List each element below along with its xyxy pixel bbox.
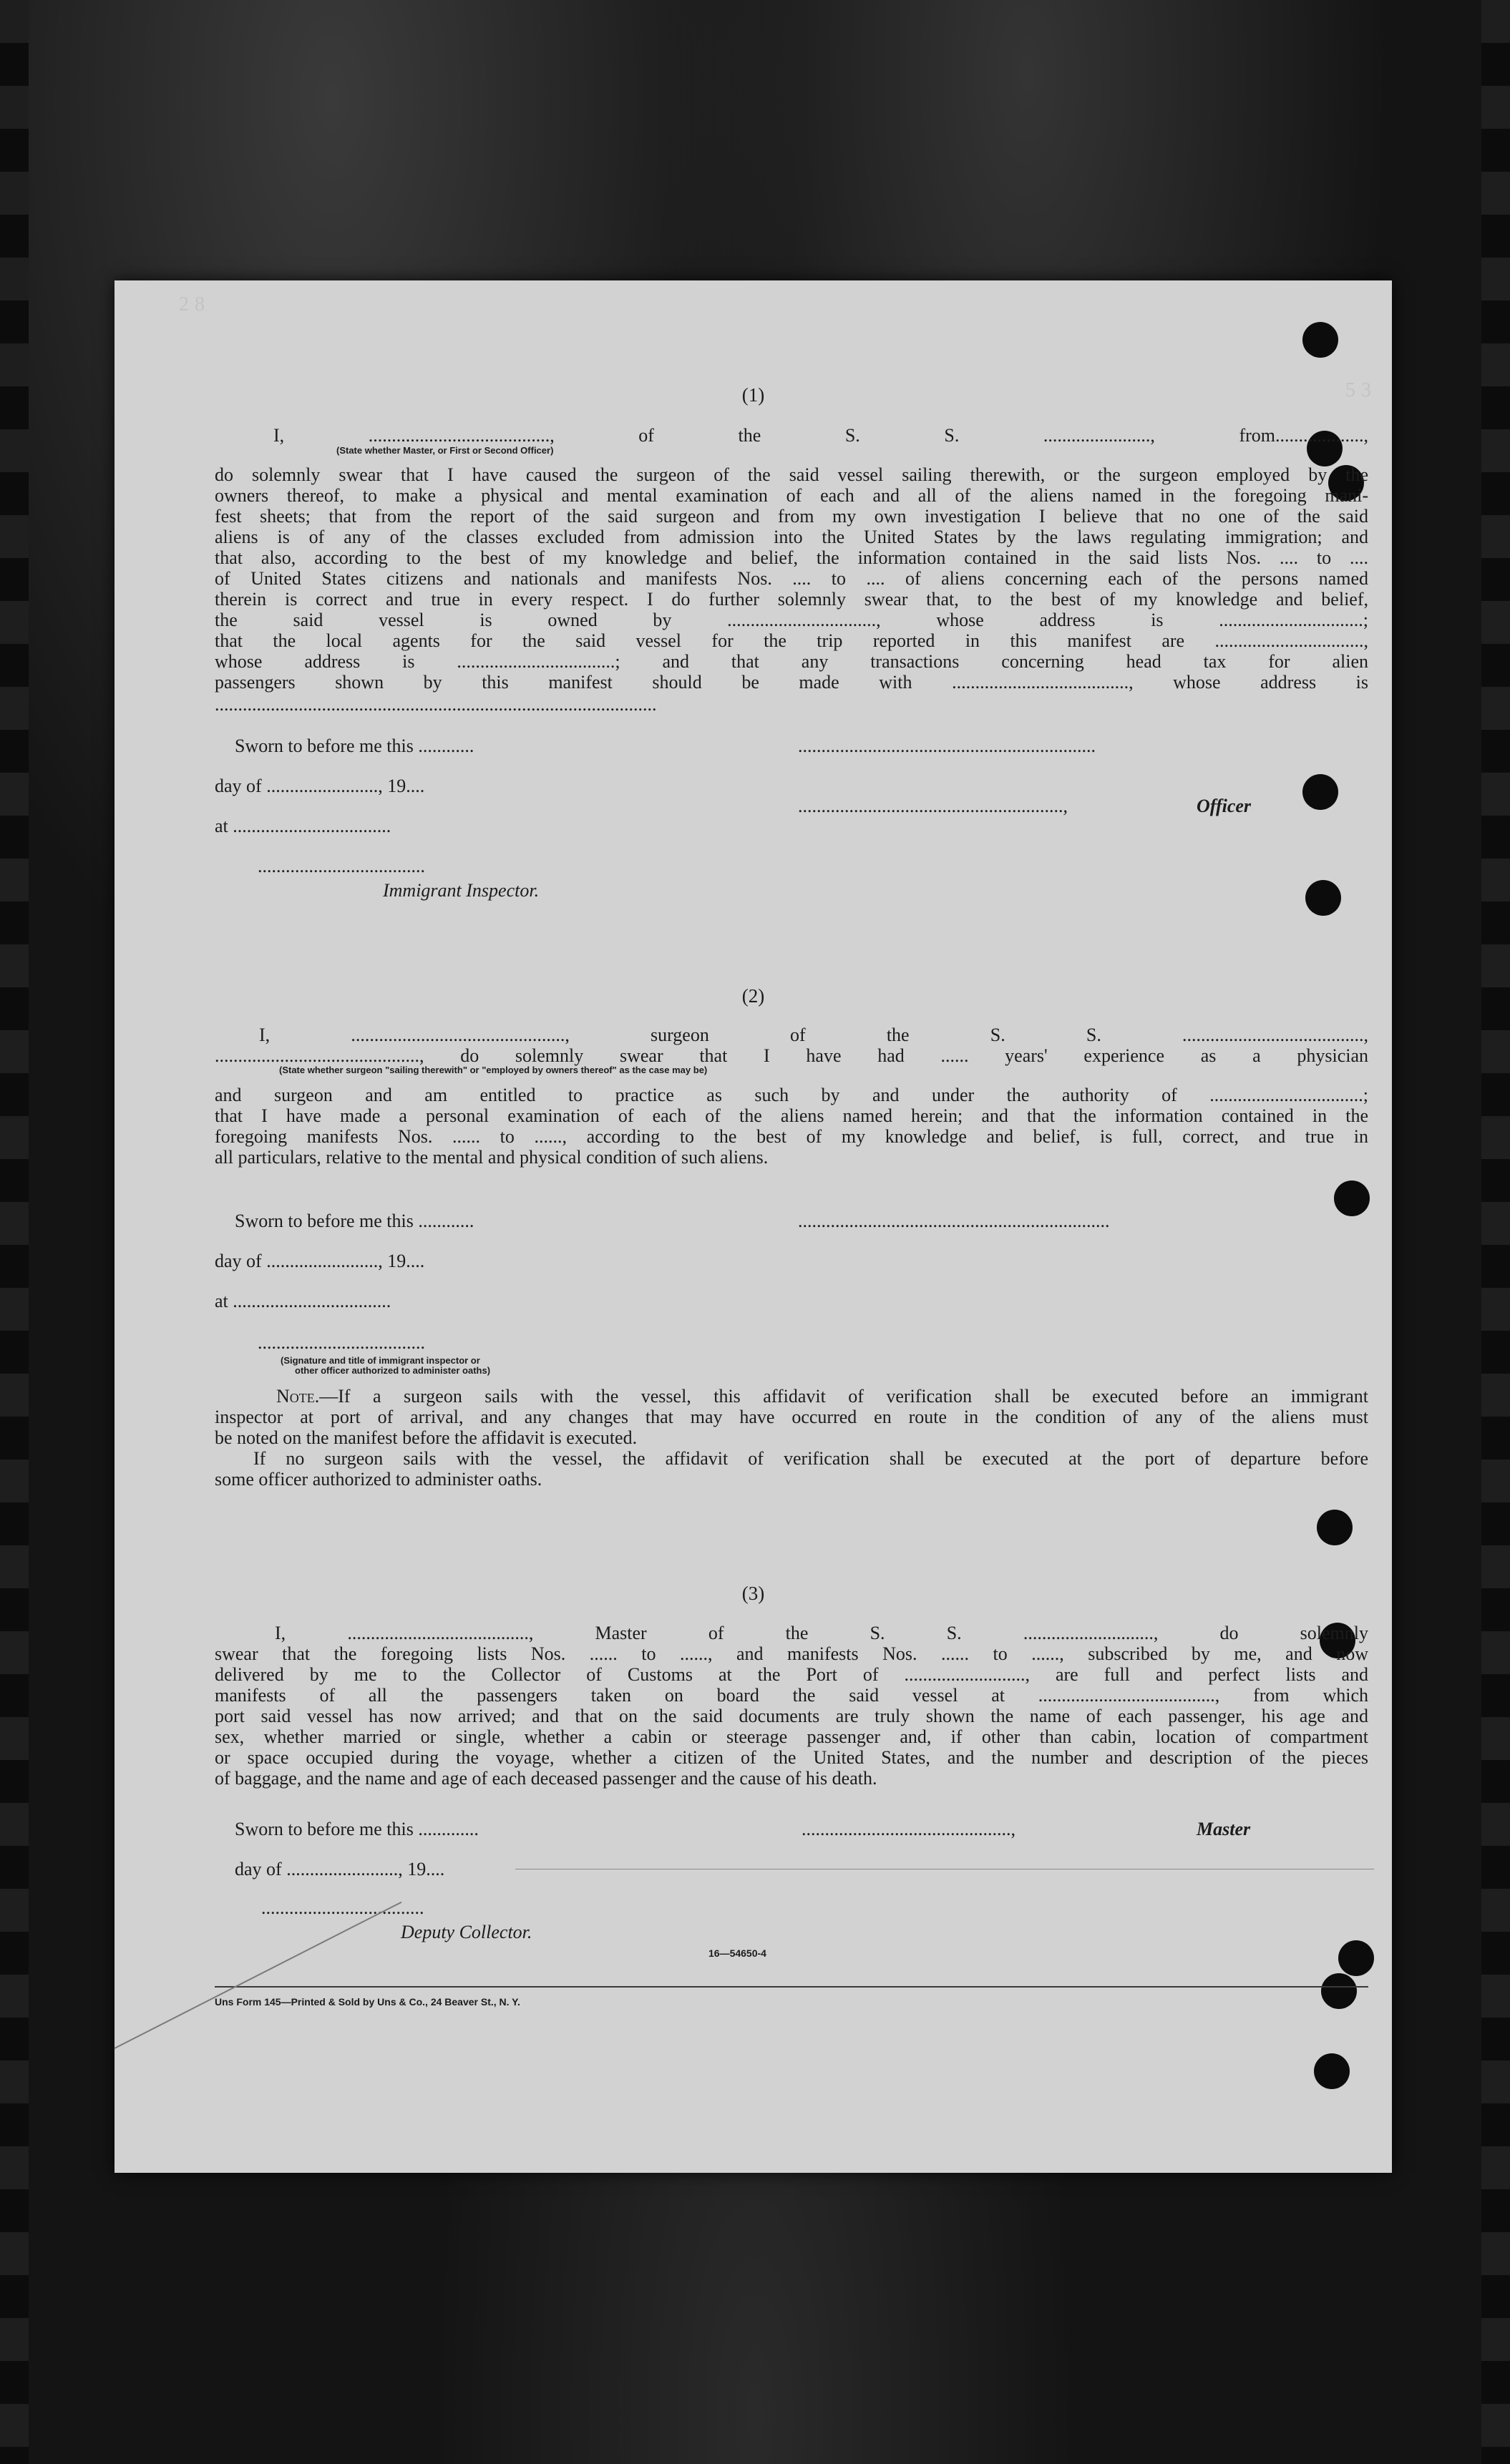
- section-3-sworn-line: Sworn to before me this .............: [235, 1819, 479, 1839]
- section-2-number: (2): [741, 985, 765, 1007]
- section-2-note-line: If no surgeon sails with the vessel, the affidavit of verification shall be executed at the port of departure before: [253, 1448, 1368, 1469]
- section-1-line: therein is correct and true in every respect. I do further solemnly swear that, to the best of my knowledge and belief,: [215, 589, 1368, 610]
- section-1-dotted-line: ...............................................................................................: [215, 694, 657, 715]
- section-2-at-line: at ..................................: [215, 1291, 391, 1311]
- section-2-note-line: inspector at port of arrival, and any changes that may have occurred en route in the condition of any of the aliens must: [215, 1407, 1368, 1427]
- section-2-note-line: [215, 1386, 1368, 1407]
- punch-hole: [1334, 1180, 1370, 1216]
- section-2-signature-caption: other officer authorized to administer oaths): [295, 1365, 491, 1376]
- section-1-line: whose address is ..................................; and that any transactions concerning head tax for alien: [215, 651, 1368, 672]
- section-2-note-line: some officer authorized to administer oaths.: [215, 1469, 542, 1490]
- section-3-number: (3): [741, 1583, 765, 1604]
- punch-hole: [1338, 1940, 1374, 1976]
- section-1-line: do solemnly swear that I have caused the surgeon of the said vessel sailing therewith, or the surgeon employed by the: [215, 464, 1368, 485]
- section-1-at-line: at ..................................: [215, 816, 391, 836]
- section-1-officer-title: Officer: [1197, 796, 1252, 816]
- section-3-master-signature: .............................................,: [802, 1819, 1015, 1839]
- printer-imprint: Uns Form 145—Printed & Sold by Uns & Co., 24 Beaver St., N. Y.: [215, 1996, 520, 2008]
- section-1-number: (1): [741, 384, 765, 406]
- manifest-affidavit-page: [115, 280, 1392, 2173]
- section-3-collector-title: Deputy Collector.: [401, 1922, 532, 1942]
- section-3-line: of baggage, and the name and age of each deceased passenger and the cause of his death.: [215, 1768, 877, 1789]
- section-3-master-title: Master: [1197, 1819, 1251, 1839]
- section-2-experience-line: ............................................, do solemnly swear that I have had ...... years' experience as a physician: [215, 1045, 1368, 1066]
- section-2-inspector-signature: ....................................: [258, 1332, 425, 1353]
- section-1-line: that the local agents for the said vessel for the trip reported in this manifest are ................................,: [215, 630, 1368, 651]
- section-3-collector-signature: ...................................: [261, 1897, 424, 1918]
- section-2-sworn-line: Sworn to before me this ............: [235, 1211, 474, 1231]
- note-text: —If a surgeon sails with the vessel, this affidavit of verification shall be executed before an immigrant: [319, 1386, 1368, 1407]
- section-2-day-line: day of ........................, 19....: [215, 1251, 425, 1271]
- section-2-note-line: be noted on the manifest before the affidavit is executed.: [215, 1427, 638, 1448]
- section-1-officer-signature: ................................................................: [798, 735, 1096, 756]
- corner-mark-2: 53: [1345, 379, 1377, 401]
- section-3-line: manifests of all the passengers taken on board the said vessel at ......................................, from which: [215, 1685, 1368, 1706]
- note-label: Note.: [276, 1386, 320, 1407]
- section-1-line: the said vessel is owned by ................................, whose address is ...............................;: [215, 610, 1368, 630]
- film-edge-left: [0, 0, 29, 2464]
- section-1-rank-note: (State whether Master, or First or Second Officer): [336, 445, 554, 456]
- section-2-line: foregoing manifests Nos. ...... to ......, according to the best of my knowledge and belief, is full, correct, and true in: [215, 1126, 1368, 1147]
- section-3-line: sex, whether married or single, whether a cabin or steerage passenger and, if other than cabin, location of compartment: [215, 1726, 1368, 1747]
- section-1-inspector-title: Immigrant Inspector.: [383, 880, 540, 901]
- section-3-line: delivered by me to the Collector of Customs at the Port of .........................., are full and perfect lists and: [215, 1664, 1368, 1685]
- section-2-opening-line: I, .............................................., surgeon of the S. S. .......................................,: [259, 1025, 1368, 1045]
- punch-hole: [1305, 880, 1341, 916]
- section-1-line: fest sheets; that from the report of the said surgeon and from my own investigation I believe that no one of the said: [215, 506, 1368, 527]
- punch-hole: [1314, 2053, 1350, 2089]
- section-3-day-line: day of ........................, 19....: [235, 1859, 445, 1879]
- section-1-line: passengers shown by this manifest should be made with ......................................, whose address is: [215, 672, 1368, 693]
- corner-mark-1: 28: [179, 293, 210, 316]
- section-2-surgeon-signature: ...................................................................: [798, 1211, 1110, 1231]
- section-1-sworn-line: Sworn to before me this ............: [235, 735, 474, 756]
- section-2-line: that I have made a personal examination of each of the aliens named herein; and that the information contained in the: [215, 1105, 1368, 1126]
- section-1-opening-line: I, ......................................., of the S. S. ......................., from...................,: [273, 425, 1368, 446]
- section-1-line: aliens is of any of the classes excluded from admission into the United States by the laws regulating immigration; and: [215, 527, 1368, 547]
- section-1-officer-dots: .........................................................,: [798, 796, 1068, 816]
- section-2-surgeon-note: (State whether surgeon "sailing therewith" or "employed by owners thereof" as the case may be): [279, 1065, 708, 1075]
- section-1-line: of United States citizens and nationals and manifests Nos. .... to .... of aliens concerning each of the persons named: [215, 568, 1368, 589]
- section-3-line: swear that the foregoing lists Nos. ...... to ......, and manifests Nos. ...... to ......, subscribed by me, and now: [215, 1643, 1368, 1664]
- section-1-inspector-signature: ....................................: [258, 856, 425, 876]
- section-2-signature-caption: (Signature and title of immigrant inspector or: [281, 1355, 480, 1366]
- section-3-line: I, ......................................., Master of the S. S. ............................, do solemnly: [275, 1623, 1368, 1643]
- section-1-day-line: day of ........................, 19....: [215, 776, 425, 796]
- section-2-line: all particulars, relative to the mental and physical condition of such aliens.: [215, 1147, 769, 1168]
- film-edge-right: [1481, 0, 1510, 2464]
- punch-hole: [1302, 322, 1338, 358]
- form-code: 16—54650-4: [708, 1947, 766, 1959]
- section-3-line: port said vessel has now arrived; and that on the said documents are truly shown the name of each passenger, his age and: [215, 1706, 1368, 1726]
- pencil-stroke: [115, 1902, 402, 2049]
- section-2-line: and surgeon and am entitled to practice as such by and under the authority of .................................;: [215, 1085, 1368, 1105]
- punch-hole: [1321, 1973, 1357, 2009]
- punch-hole: [1317, 1510, 1353, 1545]
- footer-rule: [215, 1986, 1368, 1988]
- section-3-line: or space occupied during the voyage, whether a citizen of the United States, and the number and description of the pieces: [215, 1747, 1368, 1768]
- section-1-line: that also, according to the best of my knowledge and belief, the information contained in the said lists Nos. .... to ....: [215, 547, 1368, 568]
- punch-hole: [1302, 774, 1338, 810]
- section-1-line: owners thereof, to make a physical and mental examination of each and all of the aliens named in the foregoing mani-: [215, 485, 1368, 506]
